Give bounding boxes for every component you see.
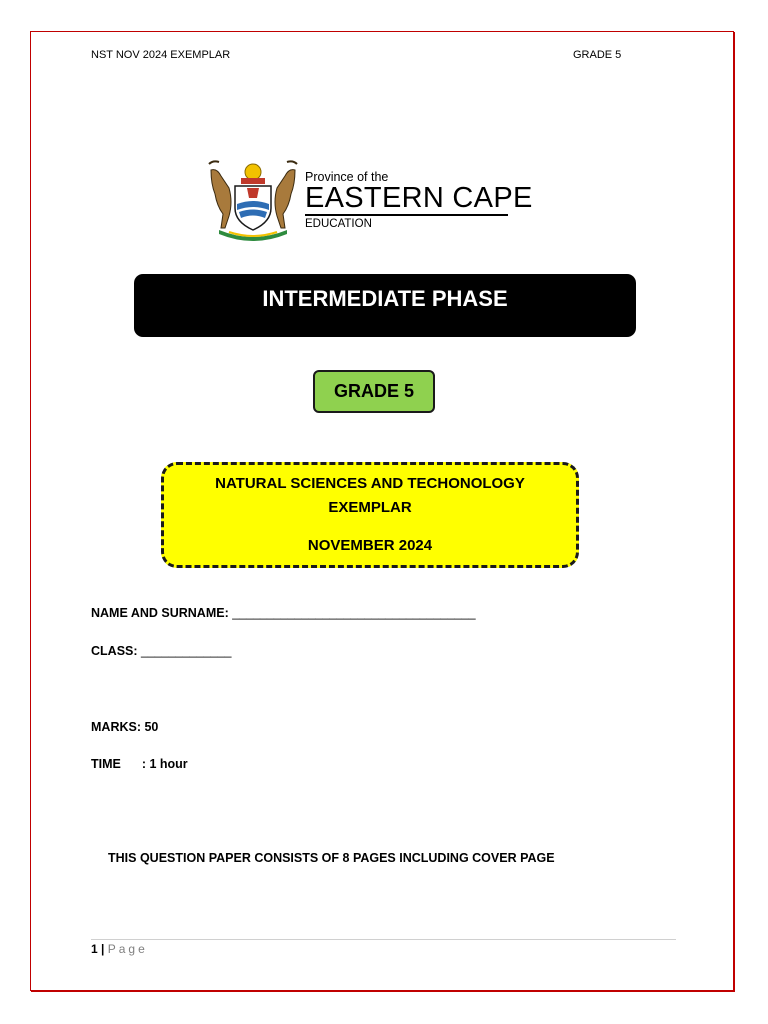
- page-word: Page: [107, 942, 148, 956]
- subject-title: NATURAL SCIENCES AND TECHONOLOGY: [215, 475, 525, 492]
- footer-divider: [91, 939, 676, 940]
- name-label: NAME AND SURNAME:: [91, 606, 229, 620]
- subject-date: NOVEMBER 2024: [307, 537, 433, 554]
- name-blank: ___________________________________: [232, 606, 476, 620]
- class-field: [91, 644, 231, 658]
- page-number: 1: [91, 942, 98, 956]
- page-footer: [91, 942, 148, 956]
- phase-banner: INTERMEDIATE PHASE: [134, 274, 636, 337]
- header-left: NST NOV 2024 EXEMPLAR: [91, 49, 231, 61]
- logo-divider: [305, 214, 508, 216]
- page-separator: |: [101, 942, 105, 956]
- class-label: CLASS:: [91, 644, 138, 658]
- coat-of-arms-emblem: [203, 158, 303, 242]
- name-field: [91, 606, 476, 620]
- logo-department: EDUCATION: [305, 218, 372, 230]
- subject-type: EXEMPLAR: [328, 499, 412, 516]
- grade-badge: GRADE 5: [313, 370, 435, 413]
- subject-box: [161, 462, 579, 568]
- page-count-notice: THIS QUESTION PAPER CONSISTS OF 8 PAGES INCLUDING COVER PAGE: [108, 851, 555, 865]
- class-blank: _____________: [141, 644, 232, 658]
- logo-name: EASTERN CAPE: [305, 182, 533, 214]
- eastern-cape-logo: [203, 158, 533, 242]
- time-label: TIME: [91, 757, 121, 771]
- time-value: : 1 hour: [141, 757, 188, 771]
- time-field: [91, 757, 188, 771]
- logo-province: Province of the: [305, 170, 389, 184]
- marks-field: MARKS: 50: [91, 720, 159, 734]
- header-right: GRADE 5: [573, 49, 622, 61]
